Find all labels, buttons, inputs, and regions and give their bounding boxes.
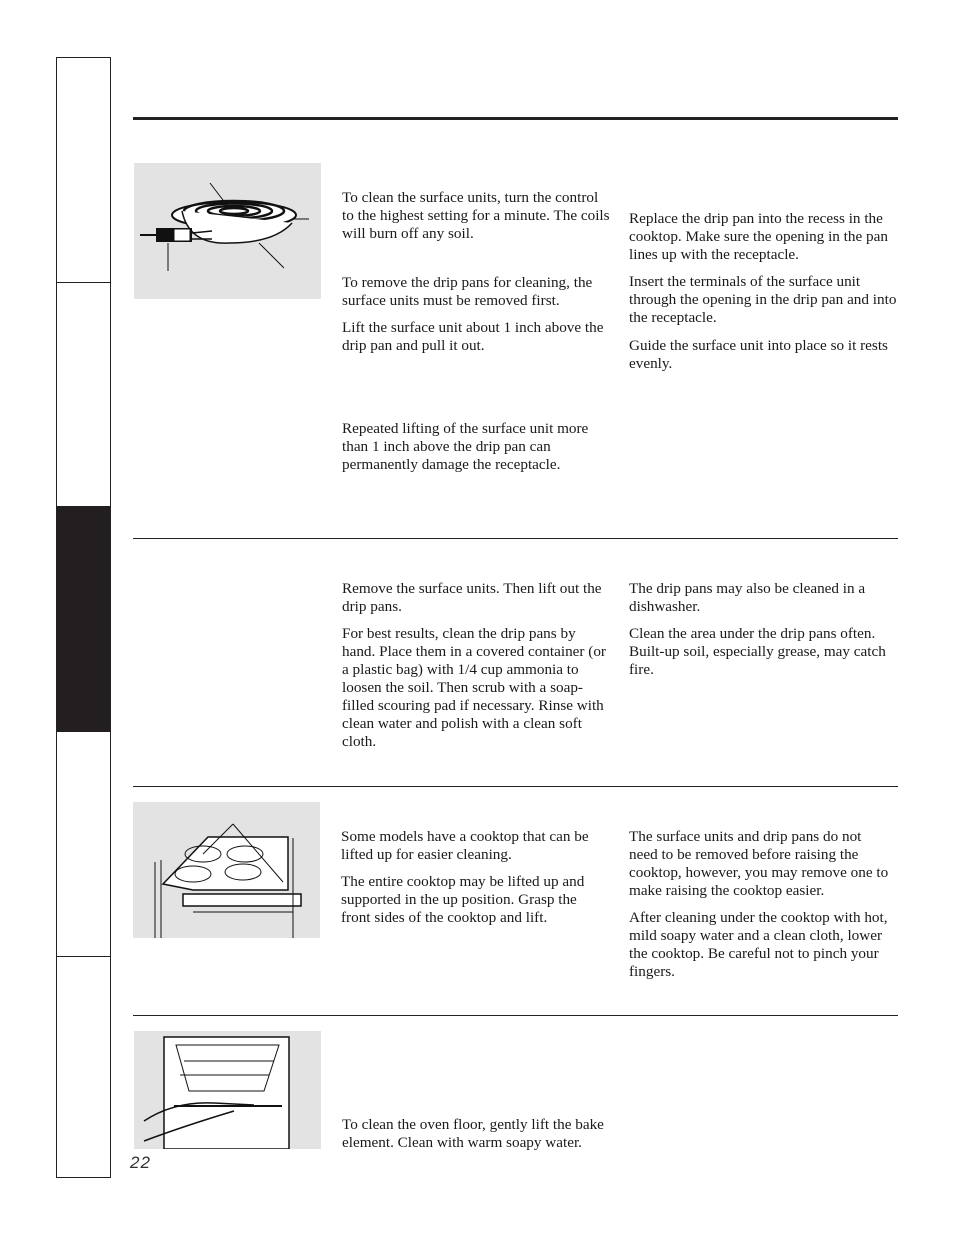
surface-units-caution: Repeated lifting of the surface unit more than 1 inch above the drip pan can permanently damage the receptacle. [342, 420, 589, 473]
tab-operating [57, 283, 110, 507]
drip-pans-right-para-1: The drip pans may also be cleaned in a dishwasher. [629, 580, 866, 615]
surface-units-para-2: To remove the drip pans for cleaning, the surface units must be removed first. [342, 274, 593, 309]
section-tab-strip [56, 57, 111, 1178]
section-divider-2 [133, 786, 898, 787]
surface-units-para-3: Lift the surface unit about 1 inch above the drip pan and pull it out. [342, 319, 604, 354]
tab-troubleshooting [57, 957, 110, 1177]
surface-unit-illustration [134, 163, 321, 299]
surface-units-right-para-1: Replace the drip pan into the recess in the cooktop. Make sure the opening in the pan lines up with the receptacle. [629, 210, 888, 263]
lift-up-cooktop-right-para-1: The surface units and drip pans do not need to be removed before raising the cooktop, however, you may remove one to make raising the cooktop easier. [629, 828, 889, 899]
tab-installation [57, 732, 110, 957]
lift-up-cooktop-para-2: The entire cooktop may be lifted up and supported in the up position. Grasp the front sides of the cooktop and lift. [341, 873, 585, 926]
surface-units-right-para-2: Insert the terminals of the surface unit through the opening in the drip pan and into the receptacle. [629, 273, 897, 326]
drip-pans-para-1: Remove the surface units. Then lift out the drip pans. [342, 580, 602, 615]
oven-floor-illustration [134, 1031, 321, 1149]
section-divider-1 [133, 538, 898, 539]
page-number: 22 [130, 1153, 151, 1172]
lift-up-cooktop-illustration [133, 802, 320, 938]
tab-safety [57, 58, 110, 283]
header-rule [133, 117, 898, 120]
lift-up-cooktop-right-para-2: After cleaning under the cooktop with hot, mild soapy water and a clean cloth, lower the cooktop. Be careful not to pinch your fingers. [629, 909, 888, 980]
surface-units-right-para-3: Guide the surface unit into place so it rests evenly. [629, 337, 888, 372]
tab-care-and-cleaning-active [57, 507, 110, 732]
surface-units-para-1: To clean the surface units, turn the control to the highest setting for a minute. The coils will burn off any soil. [342, 189, 610, 242]
section-divider-3 [133, 1015, 898, 1016]
oven-floor-para-1: To clean the oven floor, gently lift the bake element. Clean with warm soapy water. [342, 1116, 604, 1151]
lift-up-cooktop-para-1: Some models have a cooktop that can be lifted up for easier cleaning. [341, 828, 589, 863]
drip-pans-right-para-2: Clean the area under the drip pans often. Built-up soil, especially grease, may catch fire. [629, 625, 886, 678]
drip-pans-para-2: For best results, clean the drip pans by hand. Place them in a covered container (or a plastic bag) with 1/4 cup ammonia to loosen the soil. Then scrub with a soap-filled scouring pad if necessary. Rinse with clean water and polish with a clean soft cloth. [342, 625, 606, 750]
